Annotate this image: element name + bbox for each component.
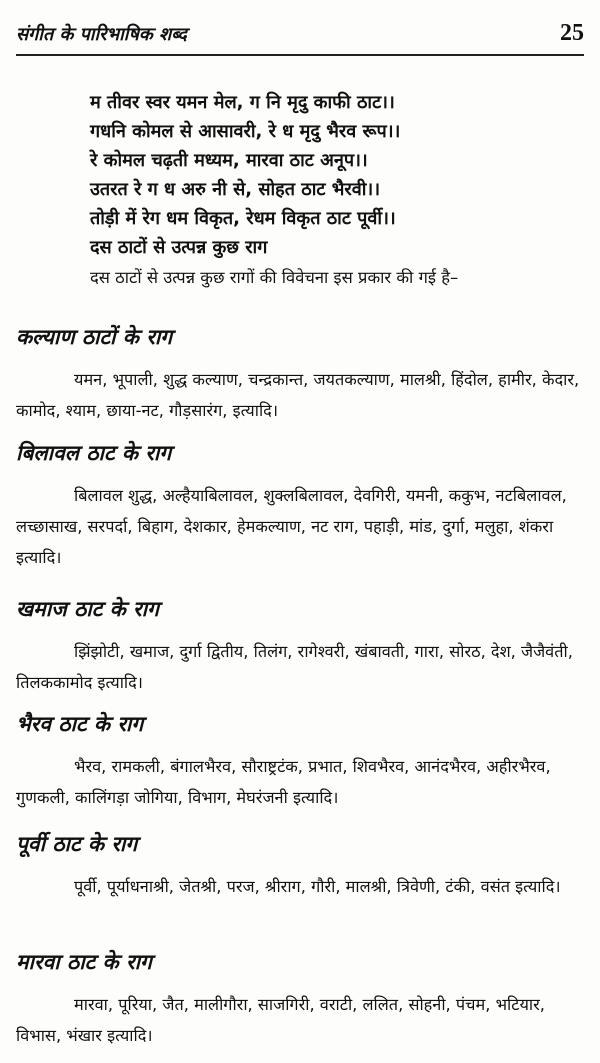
section-text: भैरव, रामकली, बंगालभैरव, सौराष्ट्रटंक, प्रभात, शिवभैरव, आनंदभैरव, अहीरभैरव, गुणकली, कालिंगड़ा जोगिया, विभाग, मेघरंजनी इत्यादि। (16, 757, 551, 807)
section-heading: खमाज ठाट के राग (16, 596, 159, 621)
section-text: बिलावल शुद्ध, अल्हैयाबिलावल, शुक्लबिलावल, देवगिरी, यमनी, ककुभ, नटबिलावल, लच्छासाख, सरपर्दा, बिहाग, देशकार, हेमकल्याण, नट राग, पहाड़ी, मांड, दुर्गा, मलुहा, शंकरा इत्यादि। (16, 486, 567, 567)
section-heading: मारवा ठाट के राग (16, 949, 152, 974)
page-header (16, 20, 584, 56)
verse-line: उतरत रे ग ध अरु नी से, सोहत ठाट भैरवी।। (90, 179, 381, 200)
page-number: 25 (560, 20, 584, 46)
verse-line: गधनि कोमल से आसावरी, रे ध मृदु भैरव रूप।। (90, 121, 401, 142)
section-khamaj (16, 594, 590, 698)
verse-line: तोड़ी में रेग धम विकृत, रेधम विकृत ठाट पूर्वी।। (90, 208, 396, 229)
verse-block (90, 88, 580, 294)
verse-line: रे कोमल चढ़ती मध्यम, मारवा ठाट अनूप।। (90, 150, 368, 171)
running-title: संगीत के पारिभाषिक शब्द (16, 24, 187, 45)
intro-text: दस ठाटों से उत्पन्न कुछ रागों की विवेचना इस प्रकार की गई है– (90, 268, 459, 287)
section-text: यमन, भूपाली, शुद्ध कल्याण, चन्द्रकान्त, जयतकल्याण, मालश्री, हिंदोल, हामीर, केदार, कामोद, श्याम, छाया-नट, गौड़सारंग, इत्यादि। (16, 370, 580, 420)
section-kalyan (16, 322, 590, 426)
section-marwa (16, 947, 590, 1051)
section-text: झिंझोटी, खमाज, दुर्गा द्वितीय, तिलंग, रागेश्वरी, खंबावती, गारा, सोरठ, देश, जैजैवंती, तिलककामोद इत्यादि। (16, 642, 573, 692)
verse-line: दस ठाटों से उत्पन्न कुछ राग (90, 237, 268, 258)
section-heading: पूर्वी ठाट के राग (16, 831, 138, 856)
section-heading: बिलावल ठाट के राग (16, 440, 172, 465)
section-bhairav (16, 709, 590, 813)
section-heading: कल्याण ठाटों के राग (16, 324, 173, 349)
verse-line: म तीवर स्वर यमन मेल, ग नि मृदु काफी ठाट।। (90, 92, 395, 113)
section-heading: भैरव ठाट के राग (16, 711, 144, 736)
section-text: पूर्वी, पूर्याधनाश्री, जेतश्री, परज, श्रीराग, गौरी, मालश्री, त्रिवेणी, टंकी, वसंत इत्यादि। (74, 877, 561, 896)
section-bilawal (16, 438, 590, 573)
section-text: मारवा, पूरिया, जैत, मालीगौरा, साजगिरी, वराटी, ललित, सोहनी, पंचम, भटियार, विभास, भंखार इत्यादि। (16, 995, 545, 1045)
section-purvi (16, 829, 590, 902)
